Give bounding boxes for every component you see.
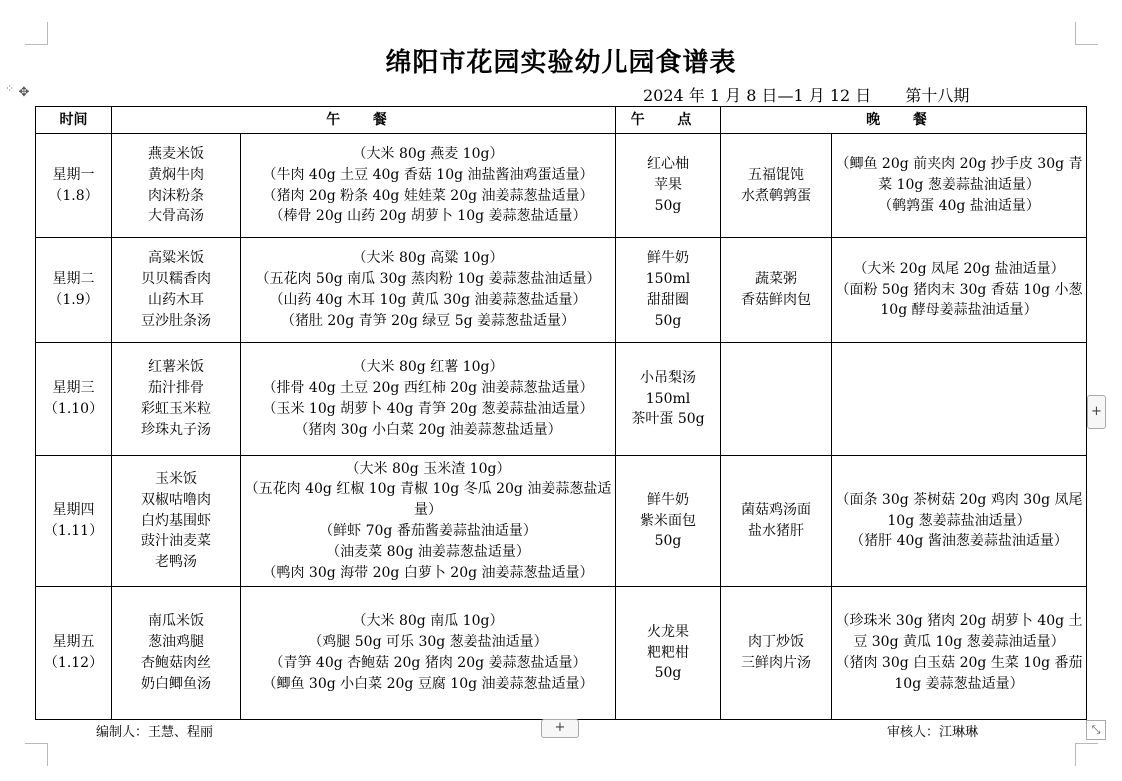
snack-cell[interactable] [616, 238, 721, 343]
page-corner-mark [1075, 743, 1098, 766]
snack-cell[interactable] [616, 134, 721, 238]
snack-item: 鲜牛奶 [647, 250, 689, 267]
dinner-ingredient-line: （面粉 50g 猪肉末 30g 香菇 10g 小葱 10g 酵母姜蒜盐油适量） [835, 281, 1083, 319]
lunch-dishes-cell[interactable] [112, 456, 241, 587]
snack-item: 火龙果 [647, 623, 689, 640]
lunch-dish: 山药木耳 [148, 292, 204, 308]
lunch-ingredient-line: （排骨 40g 土豆 20g 西红柿 20g 油姜蒜葱盐适量） [262, 380, 594, 397]
lunch-dishes-cell[interactable] [112, 587, 241, 720]
page-corner-mark [25, 743, 48, 766]
lunch-dish: 双椒咕噜肉 [141, 491, 211, 508]
header-row [36, 107, 1087, 134]
day-row [36, 343, 1087, 456]
lunch-ingredients-cell[interactable] [241, 456, 616, 587]
reviewer-label: 审核人：江琳琳 [887, 725, 979, 740]
dinner-ingredients-cell[interactable] [832, 587, 1087, 720]
lunch-ingredient-line: （大米 80g 高粱 10g） [352, 250, 504, 267]
snack-item: 150ml [645, 390, 691, 407]
dinner-dish: 菌菇鸡汤面 [741, 502, 811, 519]
header-dinner: 晚 餐 [721, 107, 1087, 134]
lunch-dish: 奶白鲫鱼汤 [141, 675, 211, 692]
lunch-ingredient-line: （青笋 40g 杏鲍菇 20g 猪肉 20g 姜蒜葱盐适量） [269, 655, 587, 671]
dinner-ingredient-line: （猪肝 40g 酱油葱姜蒜盐油适量） [850, 533, 1068, 550]
lunch-dish: 红薯米饭 [148, 359, 204, 376]
day-name: 星期三 [52, 380, 95, 397]
lunch-ingredient-line: （棒骨 20g 山药 20g 胡萝卜 10g 姜蒜葱盐适量） [269, 208, 587, 225]
lunch-dish: 葱油鸡腿 [148, 634, 204, 651]
day-row [36, 238, 1087, 343]
lunch-ingredient-line: （猪肚 20g 青笋 20g 绿豆 5g 姜蒜葱盐适量） [280, 312, 576, 329]
date-range: 2024 年 1 月 8 日—1 月 12 日 [643, 86, 872, 105]
dinner-dishes-cell[interactable] [721, 238, 832, 343]
add-row-button[interactable]: + [541, 719, 579, 738]
lunch-dish: 白灼基围虾 [141, 512, 211, 529]
dinner-ingredients-cell[interactable] [832, 343, 1087, 456]
lunch-ingredient-line: （大米 80g 玉米渣 10g） [345, 460, 511, 477]
lunch-ingredient-line: （大米 80g 南瓜 10g） [352, 613, 504, 630]
lunch-dish: 豉汁油麦菜 [141, 533, 211, 550]
lunch-dishes-cell[interactable] [112, 134, 241, 238]
dinner-dish: 肉丁炒饭 [748, 634, 804, 651]
snack-item: 50g [654, 533, 682, 550]
dinner-dish: 三鲜肉片汤 [741, 655, 811, 671]
dinner-ingredients-cell[interactable] [832, 456, 1087, 587]
snack-item: 红心柚 [647, 156, 689, 173]
lunch-ingredient-line: （五花肉 50g 南瓜 30g 蒸肉粉 10g 姜蒜葱盐油适量） [255, 271, 601, 288]
dinner-dish: 五福馄饨 [748, 166, 804, 183]
lunch-dish: 彩虹玉米粒 [141, 401, 211, 417]
lunch-ingredients-cell[interactable] [241, 343, 616, 456]
editor-label: 编制人：王慧、程丽 [96, 725, 214, 740]
dinner-dish: 香菇鲜肉包 [741, 292, 811, 308]
dinner-dishes-cell[interactable] [721, 134, 832, 238]
day-date: （1.8） [48, 187, 99, 204]
dinner-ingredient-line: （大米 20g 凤尾 20g 盐油适量） [853, 260, 1065, 277]
day-name: 星期五 [52, 634, 95, 651]
lunch-dish: 贝贝糯香肉 [141, 271, 211, 288]
issue-number: 第十八期 [905, 86, 970, 105]
day-date: （1.12） [43, 655, 104, 671]
lunch-ingredient-line: （大米 80g 红薯 10g） [352, 359, 504, 376]
lunch-dish: 黄焖牛肉 [148, 166, 204, 183]
snack-item: 苹果 [654, 177, 682, 194]
lunch-ingredient-line: （鸭肉 30g 海带 20g 白萝卜 20g 油姜蒜葱盐适量） [262, 564, 594, 581]
dinner-dishes-cell[interactable] [721, 456, 832, 587]
day-cell[interactable] [36, 343, 112, 456]
dinner-dishes-cell[interactable] [721, 587, 832, 720]
dinner-ingredient-line: （鲫鱼 20g 前夹肉 20g 抄手皮 30g 青菜 10g 葱姜蒜盐油适量） [835, 156, 1083, 194]
snack-item: 紫米面包 [640, 512, 696, 529]
lunch-ingredient-line: （牛肉 40g 土豆 40g 香菇 10g 油盐酱油鸡蛋适量） [262, 166, 594, 183]
day-row [36, 134, 1087, 238]
lunch-dish: 老鸭汤 [155, 554, 197, 571]
lunch-ingredient-line: （猪肉 30g 小白菜 20g 油姜蒜葱盐适量） [294, 421, 562, 438]
dinner-ingredient-line: （猪肉 30g 白玉菇 20g 生菜 10g 番茄 10g 姜蒜葱盐适量） [835, 655, 1083, 692]
lunch-ingredient-line: （油麦菜 80g 油姜蒜葱盐适量） [326, 543, 530, 560]
dinner-ingredient-line: （珍珠米 30g 猪肉 20g 胡萝卜 40g 土豆 30g 黄瓜 10g 葱姜蒜油适量） [835, 613, 1083, 651]
day-name: 星期二 [52, 271, 95, 288]
lunch-ingredients-cell[interactable] [241, 238, 616, 343]
snack-item: 甜甜圈 [647, 292, 689, 308]
lunch-ingredient-line: （山药 40g 木耳 10g 黄瓜 30g 油姜蒜葱盐适量） [269, 292, 587, 308]
drag-dots-icon[interactable]: ⁘ [5, 82, 16, 95]
lunch-ingredients-cell[interactable] [241, 587, 616, 720]
day-cell[interactable] [36, 587, 112, 720]
lunch-dish: 燕麦米饭 [148, 145, 204, 162]
day-name: 星期四 [52, 502, 95, 519]
lunch-dish: 杏鲍菇肉丝 [141, 655, 211, 671]
day-name: 星期一 [52, 166, 95, 183]
dinner-dish: 蔬菜粥 [755, 271, 797, 288]
snack-item: 小吊梨汤 [640, 369, 696, 386]
dinner-dish: 盐水猪肝 [748, 523, 804, 539]
table-move-icon[interactable]: ✥ [18, 85, 30, 100]
lunch-dish: 玉米饭 [155, 471, 197, 487]
add-column-button[interactable]: + [1087, 395, 1106, 429]
lunch-dish: 珍珠丸子汤 [141, 421, 211, 438]
menu-table [35, 106, 1087, 720]
date-line [643, 83, 969, 106]
snack-item: 50g [654, 665, 682, 682]
lunch-dishes-cell[interactable] [112, 343, 241, 456]
header-snack: 午 点 [616, 107, 721, 134]
snack-item: 鲜牛奶 [647, 491, 689, 508]
snack-item: 50g [654, 312, 682, 329]
snack-item: 150ml [645, 271, 691, 288]
lunch-dish: 南瓜米饭 [148, 613, 204, 630]
header-time: 时间 [36, 107, 112, 134]
dinner-dish: 水煮鹌鹑蛋 [741, 187, 811, 204]
dinner-ingredients-cell[interactable] [832, 238, 1087, 343]
dinner-ingredients-cell[interactable] [832, 134, 1087, 238]
day-date: （1.10） [43, 401, 104, 417]
lunch-ingredient-line: （猪肉 20g 粉条 40g 娃娃菜 20g 油姜蒜葱盐适量） [262, 187, 594, 204]
lunch-dish: 茄汁排骨 [148, 380, 204, 397]
snack-item: 茶叶蛋 50g [631, 411, 705, 428]
dinner-ingredient-line: （面条 30g 茶树菇 20g 鸡肉 30g 凤尾 10g 葱姜蒜盐油适量） [835, 491, 1083, 529]
snack-item: 粑粑柑 [647, 644, 689, 661]
lunch-dishes-cell[interactable] [112, 238, 241, 343]
day-date: （1.9） [48, 292, 99, 308]
lunch-ingredient-line: （鲜虾 70g 番茄酱姜蒜盐油适量） [319, 523, 537, 539]
snack-cell[interactable] [616, 456, 721, 587]
day-cell[interactable] [36, 134, 112, 238]
snack-cell[interactable] [616, 587, 721, 720]
day-cell[interactable] [36, 238, 112, 343]
dinner-ingredient-line: （鹌鹑蛋 40g 盐油适量） [878, 197, 1040, 214]
day-row [36, 587, 1087, 720]
dinner-dishes-cell[interactable] [721, 343, 832, 456]
lunch-dish: 高粱米饭 [148, 250, 204, 267]
header-lunch: 午 餐 [112, 107, 616, 134]
document-title: 绵阳市花园实验幼儿园食谱表 [385, 48, 737, 78]
lunch-ingredient-line: （玉米 10g 胡萝卜 40g 青笋 20g 葱姜蒜盐油适量） [262, 401, 594, 417]
lunch-ingredient-line: （五花肉 40g 红椒 10g 青椒 10g 冬瓜 20g 油姜蒜葱盐适量） [244, 481, 612, 519]
lunch-ingredient-line: （鲫鱼 30g 小白菜 20g 豆腐 10g 油姜蒜葱盐适量） [262, 675, 594, 692]
lunch-dish: 大骨高汤 [148, 208, 204, 225]
lunch-ingredients-cell[interactable] [241, 134, 616, 238]
snack-item: 50g [654, 197, 682, 214]
lunch-dish: 豆沙肚条汤 [141, 312, 211, 329]
table-resize-icon[interactable]: ⤡ [1086, 720, 1106, 740]
lunch-ingredient-line: （鸡腿 50g 可乐 30g 葱姜盐油适量） [308, 634, 548, 651]
snack-cell[interactable] [616, 343, 721, 456]
day-row [36, 456, 1087, 587]
day-cell[interactable] [36, 456, 112, 587]
lunch-ingredient-line: （大米 80g 燕麦 10g） [352, 145, 504, 162]
lunch-dish: 肉沫粉条 [148, 187, 204, 204]
day-date: （1.11） [43, 523, 104, 539]
